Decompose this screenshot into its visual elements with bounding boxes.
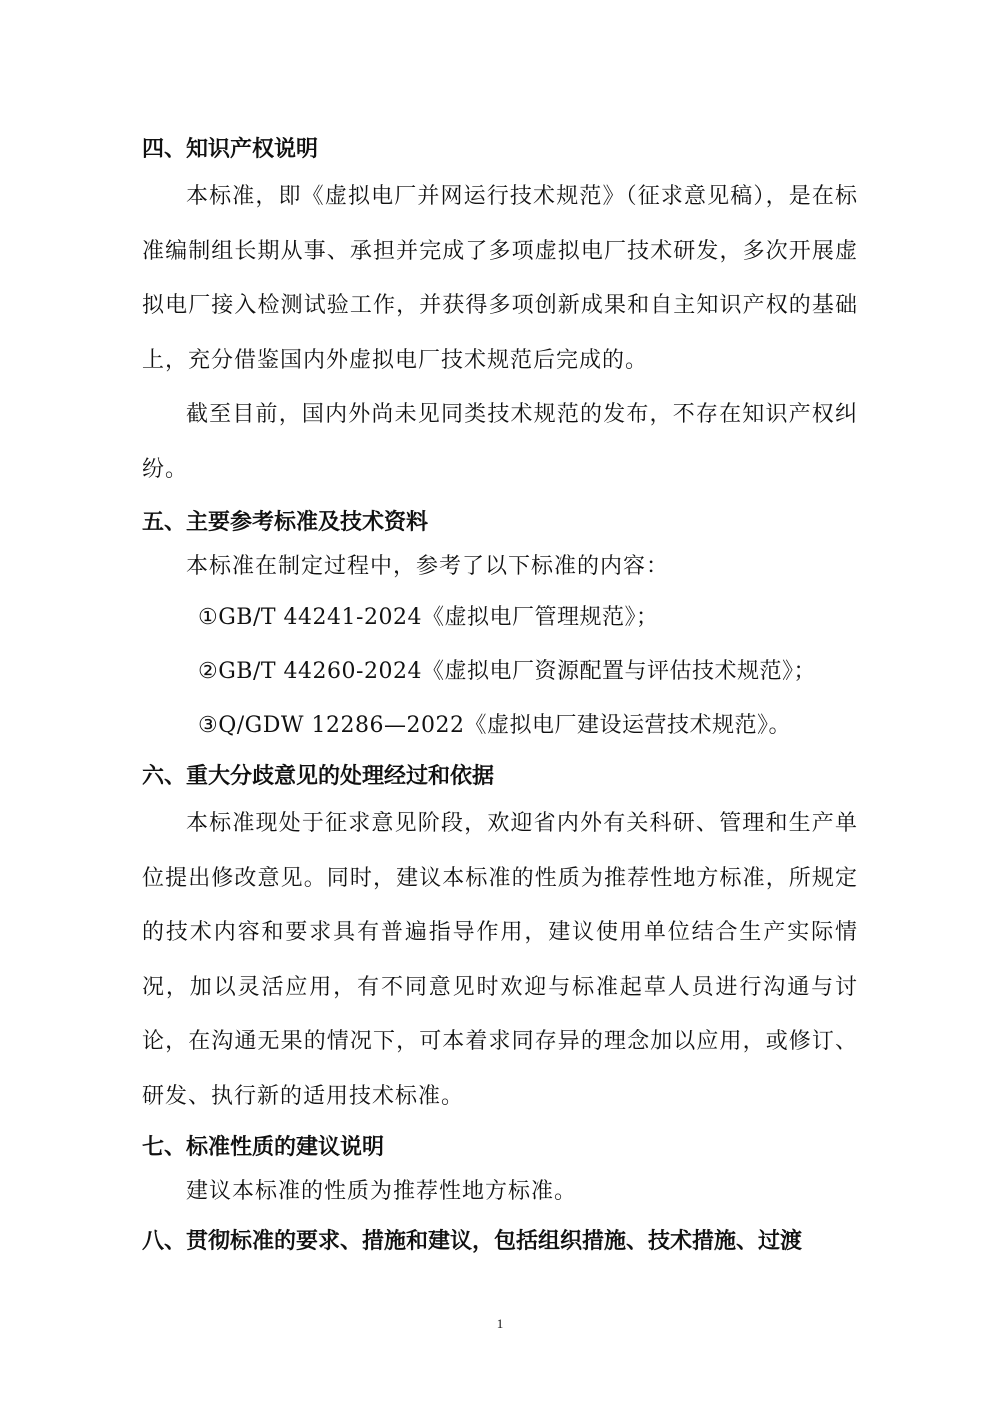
section-heading-ip: 四、知识产权说明	[142, 137, 319, 162]
section-heading-disputes: 六、重大分歧意见的处理经过和依据	[142, 764, 495, 789]
paragraph-nature: 建议本标准的性质为推荐性地方标准。	[186, 1179, 578, 1204]
section-heading-references: 五、主要参考标准及技术资料	[142, 510, 429, 535]
section-heading-nature: 七、标准性质的建议说明	[142, 1135, 385, 1160]
section-heading-implementation: 八、贯彻标准的要求、措施和建议，包括组织措施、技术措施、过渡	[142, 1229, 803, 1254]
paragraph-ip-statement: 本标准，即《虚拟电厂并网运行技术规范》（征求意见稿），是在标准编制组长期从事、承担并完成了多项虚拟电厂技术研发，多次开展虚拟电厂接入检测试验工作，并获得多项创新成果和自主知识产权的基础上，充分借鉴国内外虚拟电厂技术规范后完成的。	[142, 184, 858, 373]
reference-item: ①GB/T 44241-2024《虚拟电厂管理规范》；	[198, 605, 659, 630]
paragraph-ip-dispute: 截至目前，国内外尚未见同类技术规范的发布，不存在知识产权纠纷。	[142, 402, 858, 482]
paragraph-references-intro: 本标准在制定过程中，参考了以下标准的内容：	[186, 554, 670, 579]
reference-item: ③Q/GDW 12286—2022《虚拟电厂建设运营技术规范》。	[198, 713, 791, 738]
document-body	[142, 130, 858, 1262]
reference-item: ②GB/T 44260-2024《虚拟电厂资源配置与评估技术规范》；	[198, 659, 816, 684]
page-number: 1	[496, 1316, 504, 1331]
paragraph-disputes: 本标准现处于征求意见阶段，欢迎省内外有关科研、管理和生产单位提出修改意见。同时，建议本标准的性质为推荐性地方标准，所规定的技术内容和要求具有普遍指导作用，建议使用单位结合生产实际情况，加以灵活应用，有不同意见时欢迎与标准起草人员进行沟通与讨论，在沟通无果的情况下，可本着求同存异的理念加以应用，或修订、研发、执行新的适用技术标准。	[142, 811, 858, 1109]
